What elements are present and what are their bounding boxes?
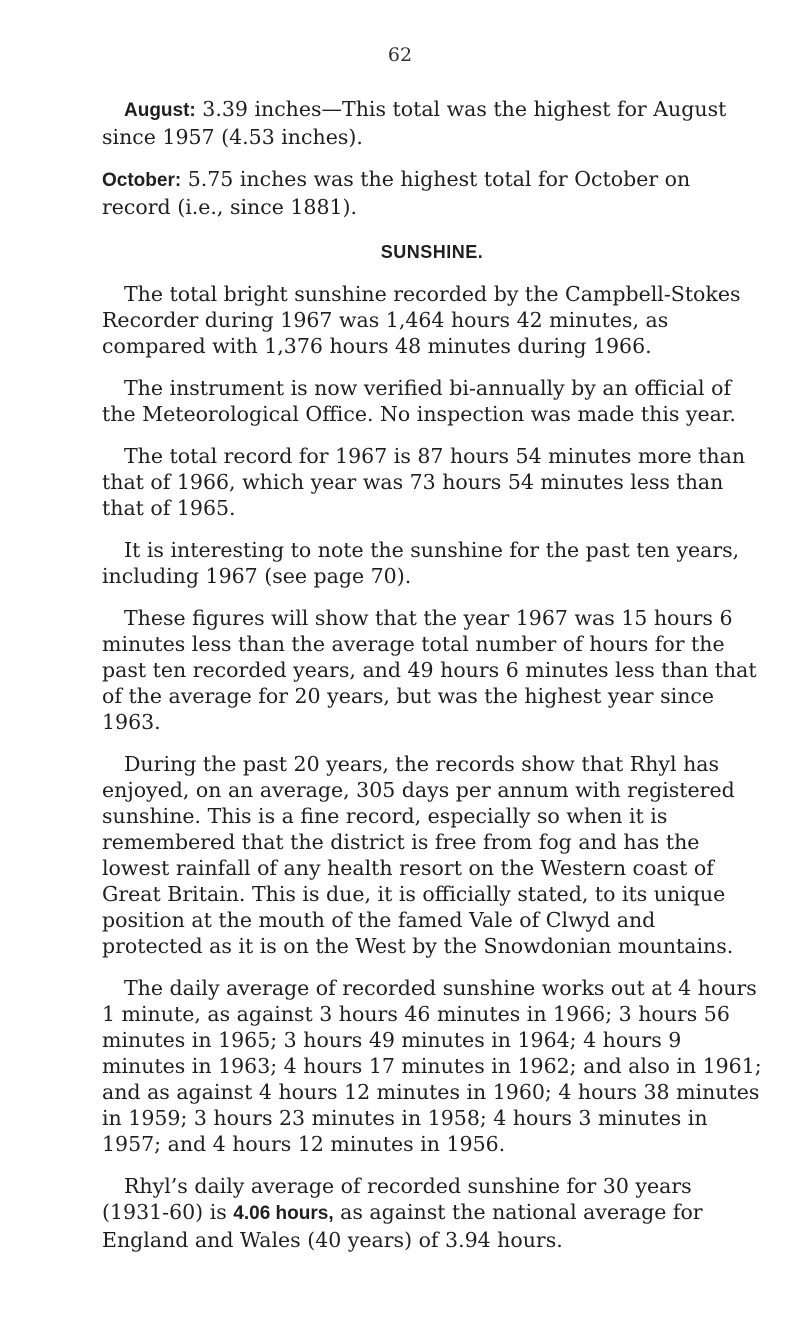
sunshine-paragraph: It is interesting to note the sunshine for the past ten years, including 1967 (see page 70). [102, 538, 740, 588]
sunshine-final-paragraph [102, 1173, 762, 1253]
final-text-before: Rhyl’s daily average of recorded sunshine for 30 years (1931-60) is [102, 1174, 692, 1224]
sunshine-paragraph: The instrument is now verified bi-annually by an official of the Meteorological Office. No inspection was made this year. [102, 376, 736, 426]
rainfall-october-text: 5.75 inches was the highest total for October on record (i.e., since 1881). [102, 167, 691, 219]
page-number: 62 [387, 44, 413, 66]
month-label-august: August: [124, 100, 196, 121]
sunshine-paragraph: During the past 20 years, the records show that Rhyl has enjoyed, on an average, 305 days per annum with registered sunshine. This is a fine record, especially so when it is remembered that the district is free from fog and has the lowest rainfall of any health resort on the Western coast of Great Britain. This is due, it is officially stated, to its unique position at the mouth of the famed Vale of Clwyd and protected as it is on the West by the Snowdonian mountains. [102, 752, 735, 958]
sunshine-paragraph: The total bright sunshine recorded by the Campbell-Stokes Recorder during 1967 was 1,464 hours 42 minutes, as compared with 1,376 hours 48 minutes during 1966. [102, 282, 741, 358]
page-content [102, 96, 762, 1269]
sunshine-paragraph: The daily average of recorded sunshine works out at 4 hours 1 minute, as against 3 hours 46 minutes in 1966; 3 hours 56 minutes in 1965; 3 hours 49 minutes in 1964; 4 hours 9 minutes in 1963; 4 hours 17 minutes in 1962; and also in 1961; and as against 4 hours 12 minutes in 1960; 4 hours 38 minutes in 1959; 3 hours 23 minutes in 1958; 4 hours 3 minutes in 1957; and 4 hours 12 minutes in 1956. [102, 976, 762, 1156]
sunshine-paragraph: These figures will show that the year 1967 was 15 hours 6 minutes less than the average total number of hours for the past ten recorded years, and 49 hours 6 minutes less than that of the average for 20 years, but was the highest year since 1963. [102, 606, 757, 734]
rainfall-august-text: 3.39 inches—This total was the highest for August since 1957 (4.53 inches). [102, 97, 727, 149]
sunshine-paragraph: The total record for 1967 is 87 hours 54 minutes more than that of 1966, which year was 73 hours 54 minutes less than that of 1965. [102, 444, 746, 520]
rainfall-august-paragraph [102, 96, 762, 150]
final-text-after: as against the national average for England and Wales (40 years) of 3.94 hours. [102, 1200, 703, 1252]
final-bold-value: 4.06 hours, [233, 1203, 334, 1224]
section-heading-sunshine: SUNSHINE. [380, 242, 484, 262]
rainfall-october-paragraph [102, 166, 762, 220]
month-label-october: October: [102, 170, 182, 191]
